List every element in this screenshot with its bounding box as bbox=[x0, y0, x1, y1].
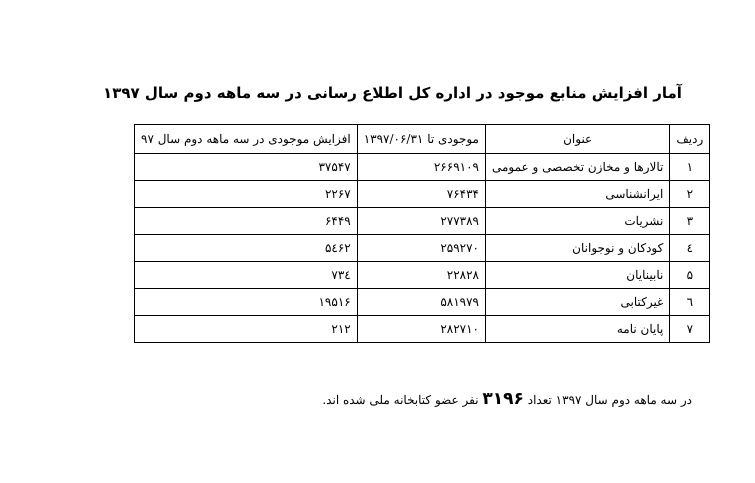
row-stock: ۵۸۱۹۷۹ bbox=[357, 289, 485, 316]
row-index: ٤ bbox=[670, 235, 710, 262]
table-row bbox=[135, 235, 710, 262]
membership-footnote bbox=[0, 389, 692, 409]
header-title: عنوان bbox=[485, 125, 669, 154]
page-title: آمار افزایش منابع موجود در اداره کل اطلاع رسانی در سه ماهه دوم سال ۱۳۹۷ bbox=[103, 84, 682, 102]
row-increase: ۵٤۶۲ bbox=[135, 235, 358, 262]
row-title: تالارها و مخازن تخصصی و عمومی bbox=[485, 154, 669, 181]
row-stock: ۲۶۶۹۱۰۹ bbox=[357, 154, 485, 181]
footnote-text-before: در سه ماهه دوم سال ۱۳۹۷ تعداد bbox=[527, 393, 692, 407]
row-title: ایرانشناسی bbox=[485, 181, 669, 208]
row-title: غیرکتابی bbox=[485, 289, 669, 316]
row-stock: ۲۲۸۲۸ bbox=[357, 262, 485, 289]
footnote-text-after: نفر عضو کتابخانه ملی شده اند. bbox=[322, 393, 479, 407]
row-index: ۳ bbox=[670, 208, 710, 235]
row-title: کودکان و نوجوانان bbox=[485, 235, 669, 262]
table-header-row bbox=[135, 125, 710, 154]
row-title: نشریات bbox=[485, 208, 669, 235]
row-stock: ۷۶۴۳۴ bbox=[357, 181, 485, 208]
table-row bbox=[135, 154, 710, 181]
row-index: ۱ bbox=[670, 154, 710, 181]
row-stock: ۲۵۹۲۷۰ bbox=[357, 235, 485, 262]
row-title: پایان نامه bbox=[485, 316, 669, 343]
row-index: ۲ bbox=[670, 181, 710, 208]
row-increase: ۷۳٤ bbox=[135, 262, 358, 289]
table-row bbox=[135, 289, 710, 316]
table-row bbox=[135, 181, 710, 208]
row-index: ٦ bbox=[670, 289, 710, 316]
header-increase: افزایش موجودی در سه ماهه دوم سال ۹۷ bbox=[135, 125, 358, 154]
row-increase: ۱۹۵۱۶ bbox=[135, 289, 358, 316]
table-row bbox=[135, 208, 710, 235]
row-increase: ۳۷۵۴۷ bbox=[135, 154, 358, 181]
row-index: ۵ bbox=[670, 262, 710, 289]
row-index: ۷ bbox=[670, 316, 710, 343]
row-title: نابینایان bbox=[485, 262, 669, 289]
table-row bbox=[135, 316, 710, 343]
row-increase: ۲۲۶۷ bbox=[135, 181, 358, 208]
row-stock: ۲۷۷۳۸۹ bbox=[357, 208, 485, 235]
footnote-member-count: ۳۱۹۶ bbox=[482, 389, 524, 409]
row-increase: ۲۱۲ bbox=[135, 316, 358, 343]
header-stock: موجودی تا ۱۳۹۷/۰۶/۳۱ bbox=[357, 125, 485, 154]
row-stock: ۲۸۲۷۱۰ bbox=[357, 316, 485, 343]
row-increase: ۶۴۴۹ bbox=[135, 208, 358, 235]
header-index: ردیف bbox=[670, 125, 710, 154]
table-row bbox=[135, 262, 710, 289]
statistics-table bbox=[134, 124, 710, 343]
